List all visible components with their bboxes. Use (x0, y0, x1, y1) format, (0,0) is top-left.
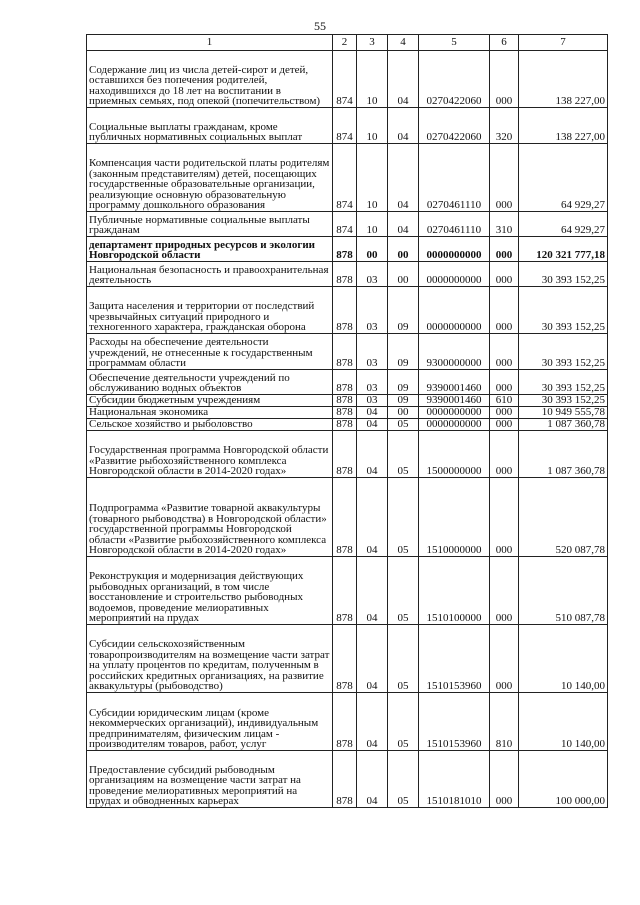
row-subsection: 09 (388, 395, 419, 407)
table-row (87, 407, 608, 419)
row-amount: 100 000,00 (519, 751, 608, 808)
column-header: 1 (87, 35, 333, 51)
row-kvsr: 878 (333, 431, 357, 478)
table-row (87, 108, 608, 144)
row-expense-type: 000 (490, 334, 519, 370)
row-kvsr: 874 (333, 212, 357, 237)
table-body (87, 35, 608, 808)
row-kvsr: 878 (333, 478, 357, 557)
row-expense-type: 000 (490, 262, 519, 287)
row-name: Защита населения и территории от последствий чрезвычайных ситуаций природного и техногенного характера, гражданская оборона (87, 287, 333, 334)
row-kvsr: 878 (333, 751, 357, 808)
row-target-article: 0000000000 (419, 419, 490, 431)
row-section: 03 (357, 370, 388, 395)
row-target-article: 1510181010 (419, 751, 490, 808)
row-subsection: 05 (388, 693, 419, 751)
table-row (87, 287, 608, 334)
row-subsection: 04 (388, 51, 419, 108)
row-expense-type: 000 (490, 407, 519, 419)
row-section: 10 (357, 108, 388, 144)
row-target-article: 0270461110 (419, 212, 490, 237)
row-name: Субсидии бюджетным учреждениям (87, 395, 333, 407)
row-target-article: 0000000000 (419, 287, 490, 334)
row-expense-type: 320 (490, 108, 519, 144)
row-target-article: 0270422060 (419, 51, 490, 108)
row-name: Национальная безопасность и правоохранительная деятельность (87, 262, 333, 287)
table-row (87, 237, 608, 262)
row-expense-type: 000 (490, 51, 519, 108)
row-name: департамент природных ресурсов и экологии Новгородской области (87, 237, 333, 262)
row-subsection: 05 (388, 751, 419, 808)
row-expense-type: 000 (490, 625, 519, 693)
row-amount: 138 227,00 (519, 108, 608, 144)
row-target-article: 0000000000 (419, 262, 490, 287)
row-kvsr: 878 (333, 237, 357, 262)
table-row (87, 693, 608, 751)
row-expense-type: 610 (490, 395, 519, 407)
column-header: 6 (490, 35, 519, 51)
header-row (87, 35, 608, 51)
row-subsection: 04 (388, 212, 419, 237)
row-amount: 30 393 152,25 (519, 334, 608, 370)
row-subsection: 09 (388, 334, 419, 370)
table-row (87, 431, 608, 478)
row-amount: 64 929,27 (519, 144, 608, 212)
column-header: 7 (519, 35, 608, 51)
row-amount: 138 227,00 (519, 51, 608, 108)
row-subsection: 04 (388, 144, 419, 212)
table-row (87, 334, 608, 370)
row-subsection: 00 (388, 407, 419, 419)
table-row (87, 751, 608, 808)
row-kvsr: 878 (333, 395, 357, 407)
row-subsection: 00 (388, 237, 419, 262)
table-row (87, 419, 608, 431)
row-expense-type: 810 (490, 693, 519, 751)
row-amount: 510 087,78 (519, 557, 608, 625)
row-expense-type: 000 (490, 287, 519, 334)
row-amount: 30 393 152,25 (519, 395, 608, 407)
column-header: 5 (419, 35, 490, 51)
row-expense-type: 000 (490, 370, 519, 395)
row-target-article: 1510153960 (419, 625, 490, 693)
row-name: Социальные выплаты гражданам, кроме публичных нормативных социальных выплат (87, 108, 333, 144)
row-amount: 10 949 555,78 (519, 407, 608, 419)
row-target-article: 1510153960 (419, 693, 490, 751)
row-amount: 1 087 360,78 (519, 431, 608, 478)
row-section: 04 (357, 407, 388, 419)
column-header: 3 (357, 35, 388, 51)
row-amount: 30 393 152,25 (519, 287, 608, 334)
row-amount: 520 087,78 (519, 478, 608, 557)
row-section: 04 (357, 751, 388, 808)
row-section: 10 (357, 51, 388, 108)
table-row (87, 212, 608, 237)
row-target-article: 1510000000 (419, 478, 490, 557)
row-kvsr: 878 (333, 262, 357, 287)
row-amount: 120 321 777,18 (519, 237, 608, 262)
row-kvsr: 874 (333, 144, 357, 212)
row-expense-type: 000 (490, 144, 519, 212)
row-subsection: 00 (388, 262, 419, 287)
row-kvsr: 878 (333, 693, 357, 751)
table-row (87, 370, 608, 395)
row-name: Субсидии сельскохозяйственным товаропроизводителям на возмещение части затрат на уплату процентов по кредитам, полученным в российских кредитных организациях, на развитие аквакультуры (рыбоводство) (87, 625, 333, 693)
row-section: 10 (357, 144, 388, 212)
row-name: Обеспечение деятельности учреждений по обслуживанию водных объектов (87, 370, 333, 395)
column-header: 2 (333, 35, 357, 51)
row-subsection: 05 (388, 419, 419, 431)
row-target-article: 0000000000 (419, 237, 490, 262)
row-kvsr: 878 (333, 419, 357, 431)
row-subsection: 05 (388, 625, 419, 693)
row-expense-type: 000 (490, 237, 519, 262)
row-expense-type: 000 (490, 751, 519, 808)
budget-table (86, 34, 608, 808)
row-section: 03 (357, 395, 388, 407)
row-subsection: 05 (388, 557, 419, 625)
row-target-article: 9390001460 (419, 395, 490, 407)
row-name: Содержание лиц из числа детей-сирот и детей, оставшихся без попечения родителей, находившихся до 18 лет на воспитании в приемных семьях, под опекой (попечительством) (87, 51, 333, 108)
table-row (87, 144, 608, 212)
row-section: 10 (357, 212, 388, 237)
row-expense-type: 310 (490, 212, 519, 237)
table-row (87, 625, 608, 693)
row-amount: 10 140,00 (519, 693, 608, 751)
row-section: 00 (357, 237, 388, 262)
row-target-article: 0270422060 (419, 108, 490, 144)
row-section: 03 (357, 334, 388, 370)
row-name: Национальная экономика (87, 407, 333, 419)
table-row (87, 395, 608, 407)
column-header: 4 (388, 35, 419, 51)
row-amount: 1 087 360,78 (519, 419, 608, 431)
row-target-article: 0270461110 (419, 144, 490, 212)
row-name: Государственная программа Новгородской области «Развитие рыбохозяйственного комплекса Новгородской области в 2014-2020 годах» (87, 431, 333, 478)
row-expense-type: 000 (490, 431, 519, 478)
row-name: Подпрограмма «Развитие товарной аквакультуры (товарного рыбоводства) в Новгородской области» государственной программы Новгородской области «Развитие рыбохозяйственного комплекса Новгородской области в 2014-2020 годах» (87, 478, 333, 557)
row-target-article: 9300000000 (419, 334, 490, 370)
row-name: Публичные нормативные социальные выплаты гражданам (87, 212, 333, 237)
row-subsection: 09 (388, 287, 419, 334)
row-kvsr: 878 (333, 625, 357, 693)
row-section: 04 (357, 431, 388, 478)
row-subsection: 04 (388, 108, 419, 144)
row-kvsr: 878 (333, 334, 357, 370)
row-section: 04 (357, 625, 388, 693)
row-amount: 10 140,00 (519, 625, 608, 693)
row-subsection: 05 (388, 478, 419, 557)
row-section: 03 (357, 287, 388, 334)
row-name: Расходы на обеспечение деятельности учреждений, не отнесенные к государственным программам области (87, 334, 333, 370)
row-target-article: 1510100000 (419, 557, 490, 625)
row-subsection: 09 (388, 370, 419, 395)
table-row (87, 478, 608, 557)
row-expense-type: 000 (490, 478, 519, 557)
row-name: Реконструкция и модернизация действующих рыбоводных организаций, в том числе восстановление и строительство рыбоводных водоемов, проведение мелиоративных мероприятий на прудах (87, 557, 333, 625)
row-subsection: 05 (388, 431, 419, 478)
row-kvsr: 878 (333, 287, 357, 334)
row-section: 04 (357, 419, 388, 431)
row-name: Сельское хозяйство и рыболовство (87, 419, 333, 431)
row-target-article: 1500000000 (419, 431, 490, 478)
page-number: 55 (314, 19, 326, 33)
row-expense-type: 000 (490, 419, 519, 431)
row-kvsr: 874 (333, 51, 357, 108)
table-row (87, 262, 608, 287)
row-amount: 64 929,27 (519, 212, 608, 237)
row-kvsr: 878 (333, 557, 357, 625)
row-kvsr: 878 (333, 370, 357, 395)
row-amount: 30 393 152,25 (519, 370, 608, 395)
row-kvsr: 878 (333, 407, 357, 419)
row-section: 04 (357, 478, 388, 557)
table-row (87, 557, 608, 625)
row-section: 04 (357, 557, 388, 625)
row-name: Компенсация части родительской платы родителям (законным представителям) детей, посещающих государственные образовательные организации, реализующие основную образовательную программу дошкольного образования (87, 144, 333, 212)
table-row (87, 51, 608, 108)
row-section: 03 (357, 262, 388, 287)
row-name: Предоставление субсидий рыбоводным организациям на возмещение части затрат на проведение мелиоративных мероприятий на прудах и обводненных карьерах (87, 751, 333, 808)
row-name: Субсидии юридическим лицам (кроме некоммерческих организаций), индивидуальным предпринимателям, физическим лицам - производителям товаров, работ, услуг (87, 693, 333, 751)
row-target-article: 9390001460 (419, 370, 490, 395)
row-amount: 30 393 152,25 (519, 262, 608, 287)
row-target-article: 0000000000 (419, 407, 490, 419)
row-kvsr: 874 (333, 108, 357, 144)
row-section: 04 (357, 693, 388, 751)
row-expense-type: 000 (490, 557, 519, 625)
